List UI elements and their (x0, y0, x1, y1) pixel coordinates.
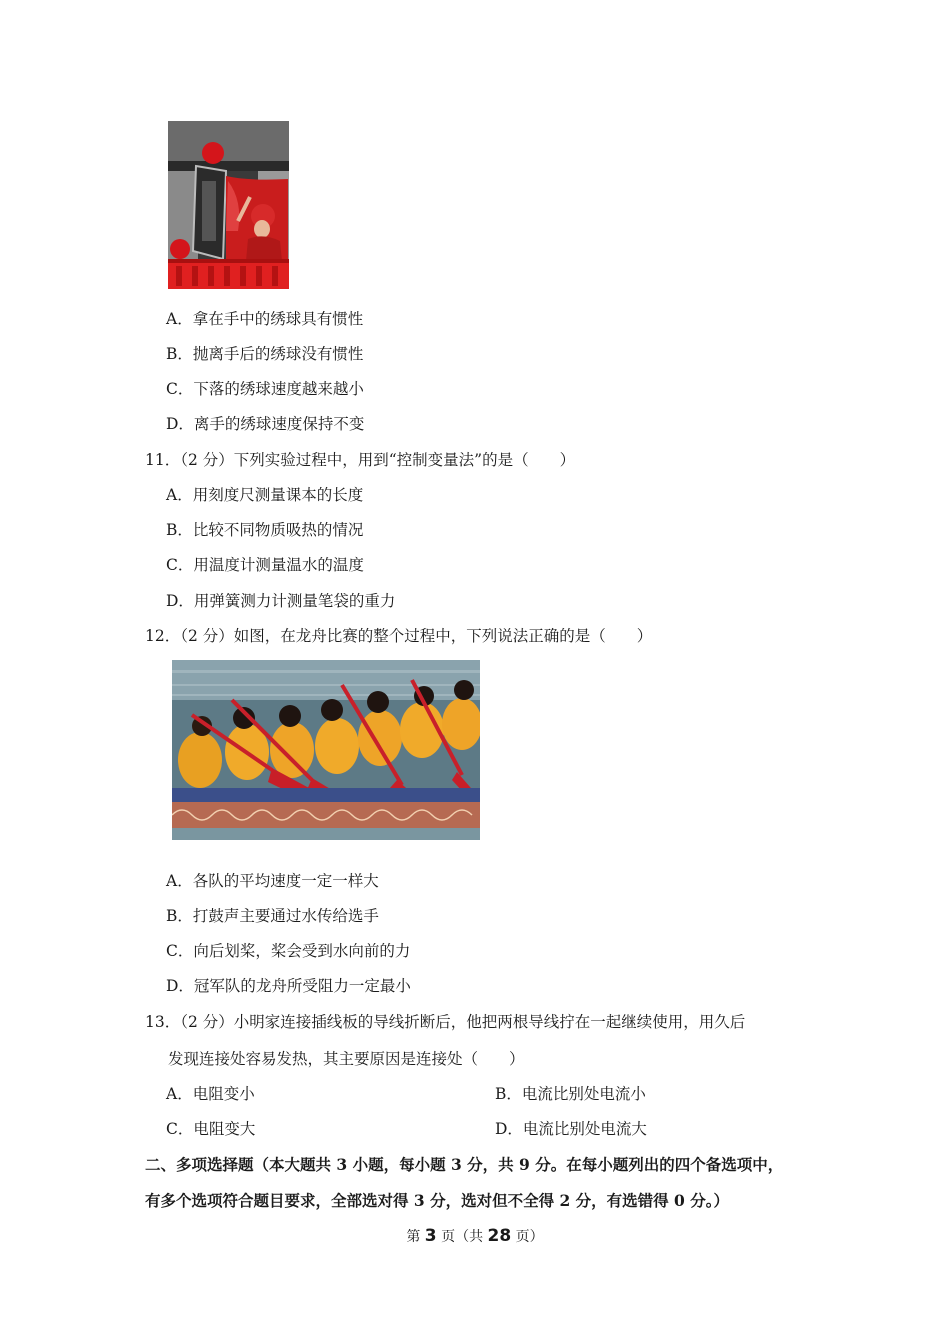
q12-option-a: A．各队的平均速度一定一样大 (166, 872, 379, 890)
q13-option-b: B．电流比别处电流小 (495, 1085, 646, 1103)
q11-stem: 11．（2 分）下列实验过程中，用到“控制变量法”的是（ ） (145, 451, 576, 469)
footer-total-pages: 28 (487, 1226, 512, 1246)
q11-option-b: B．比较不同物质吸热的情况 (166, 521, 364, 539)
footer-page-number: 3 (424, 1226, 437, 1246)
q13-option-a: A．电阻变小 (166, 1085, 255, 1103)
dragon-boat-photo (172, 660, 480, 840)
q12-stem: 12．（2 分）如图，在龙舟比赛的整个过程中，下列说法正确的是（ ） (145, 627, 653, 645)
q10-option-a: A．拿在手中的绣球具有惯性 (166, 310, 364, 328)
page-footer (0, 1226, 950, 1246)
q13-option-d: D．电流比别处电流大 (495, 1120, 647, 1138)
section2-heading-line2: 有多个选项符合题目要求，全部选对得 3 分，选对但不全得 2 分，有选错得 0 分。） (145, 1191, 729, 1210)
q10-option-c: C．下落的绣球速度越来越小 (166, 380, 364, 398)
embroidered-ball-photo (168, 121, 289, 289)
q13-stem-line2: 发现连接处容易发热，其主要原因是连接处（ ） (168, 1050, 525, 1068)
section2-heading-line1: 二、多项选择题（本大题共 3 小题，每小题 3 分，共 9 分。在每小题列出的四个备选项中， (145, 1155, 784, 1174)
q12-option-b: B．打鼓声主要通过水传给选手 (166, 907, 379, 925)
q10-option-d: D．离手的绣球速度保持不变 (166, 415, 365, 433)
q11-option-a: A．用刻度尺测量课本的长度 (166, 486, 364, 504)
footer-prefix: 第 (406, 1229, 425, 1245)
q11-option-c: C．用温度计测量温水的温度 (166, 556, 364, 574)
q11-option-d: D．用弹簧测力计测量笔袋的重力 (166, 592, 396, 610)
q10-option-b: B．抛离手后的绣球没有惯性 (166, 345, 364, 363)
q12-option-d: D．冠军队的龙舟所受阻力一定最小 (166, 977, 411, 995)
q12-option-c: C．向后划桨，桨会受到水向前的力 (166, 942, 411, 960)
q13-option-c: C．电阻变大 (166, 1120, 256, 1138)
footer-middle: 页（共 (436, 1229, 488, 1245)
q13-stem-line1: 13．（2 分）小明家连接插线板的导线折断后，他把两根导线拧在一起继续使用，用久后 (145, 1013, 746, 1031)
footer-suffix: 页） (511, 1229, 544, 1245)
